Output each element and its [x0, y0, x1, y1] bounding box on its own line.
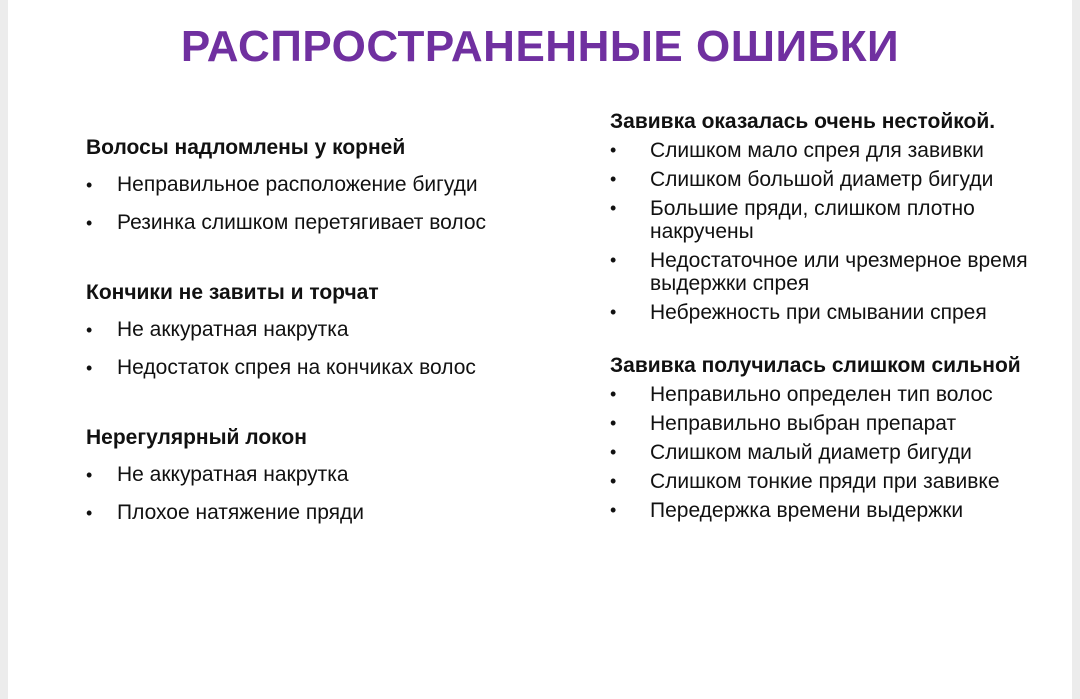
- list-item: [610, 499, 1050, 522]
- list-item-text: Не аккуратная накрутка: [117, 463, 349, 486]
- bullet-icon: •: [610, 169, 617, 189]
- list-item-text: Недостаточное или чрезмерное время выдержки спрея: [650, 249, 1028, 295]
- list-item-text: Слишком мало спрея для завивки: [650, 139, 984, 162]
- list-item: [610, 168, 1050, 191]
- bullet-icon: •: [86, 465, 93, 485]
- bullet-icon: •: [610, 250, 617, 270]
- list-item-text: Плохое натяжение пряди: [117, 501, 365, 524]
- right-column: [610, 110, 1050, 522]
- list-item-text: Передержка времени выдержки: [650, 499, 964, 522]
- list-item: [610, 441, 1050, 464]
- bullet-icon: •: [86, 503, 93, 523]
- section-heading: Нерегулярный локон: [86, 426, 307, 449]
- bullet-icon: •: [86, 358, 93, 378]
- bullet-icon: •: [610, 302, 617, 322]
- bullet-icon: •: [610, 471, 617, 491]
- bullet-icon: •: [610, 384, 617, 404]
- list-item: [86, 316, 526, 344]
- list-item-text: Недостаток спрея на кончиках волос: [117, 356, 476, 379]
- list-item-text: Неправильно выбран препарат: [650, 412, 957, 435]
- list-item-text: Неправильное расположение бигуди: [117, 173, 478, 196]
- section-tips-not-curled: [86, 280, 526, 382]
- list-item: [610, 470, 1050, 493]
- bullet-list: [86, 461, 526, 527]
- list-item: [610, 412, 1050, 435]
- bullet-list: [610, 383, 1050, 522]
- section-heading: Завивка получилась слишком сильной: [610, 354, 1021, 377]
- bullet-icon: •: [610, 140, 617, 160]
- bullet-icon: •: [610, 500, 617, 520]
- bullet-list: [86, 316, 526, 382]
- page-title: РАСПРОСТРАНЕННЫЕ ОШИБКИ: [180, 22, 900, 71]
- section-curl-unstable: [610, 110, 1050, 324]
- list-item-text: Слишком большой диаметр бигуди: [650, 168, 994, 191]
- list-item: [86, 499, 526, 527]
- bullet-icon: •: [86, 175, 93, 195]
- section-irregular-curl: [86, 425, 526, 527]
- list-item: [610, 197, 1050, 243]
- slide: [8, 0, 1072, 699]
- bullet-icon: •: [86, 213, 93, 233]
- list-item-text: Резинка слишком перетягивает волос: [117, 211, 487, 234]
- list-item-text: Слишком тонкие пряди при завивке: [650, 470, 1000, 493]
- bullet-list: [86, 171, 526, 237]
- list-item: [610, 383, 1050, 406]
- bullet-icon: •: [610, 198, 617, 218]
- bullet-icon: •: [610, 413, 617, 433]
- section-heading: Завивка оказалась очень нестойкой.: [610, 110, 996, 133]
- list-item: [610, 301, 1050, 324]
- list-item: [86, 461, 526, 489]
- left-column: [86, 135, 526, 527]
- list-item: [610, 249, 1050, 295]
- bullet-list: [610, 139, 1050, 324]
- section-heading: Волосы надломлены у корней: [86, 136, 406, 159]
- bullet-icon: •: [610, 442, 617, 462]
- list-item: [86, 209, 526, 237]
- list-item: [86, 354, 526, 382]
- list-item: [86, 171, 526, 199]
- list-item-text: Слишком малый диаметр бигуди: [650, 441, 972, 464]
- list-item-text: Неправильно определен тип волос: [650, 383, 993, 406]
- list-item-text: Небрежность при смывании спрея: [650, 301, 987, 324]
- section-heading: Кончики не завиты и торчат: [86, 281, 379, 304]
- list-item: [610, 139, 1050, 162]
- list-item-text: Большие пряди, слишком плотно накручены: [650, 197, 975, 243]
- section-curl-too-strong: [610, 354, 1050, 522]
- section-hair-broken-at-roots: [86, 135, 526, 237]
- list-item-text: Не аккуратная накрутка: [117, 318, 349, 341]
- bullet-icon: •: [86, 320, 93, 340]
